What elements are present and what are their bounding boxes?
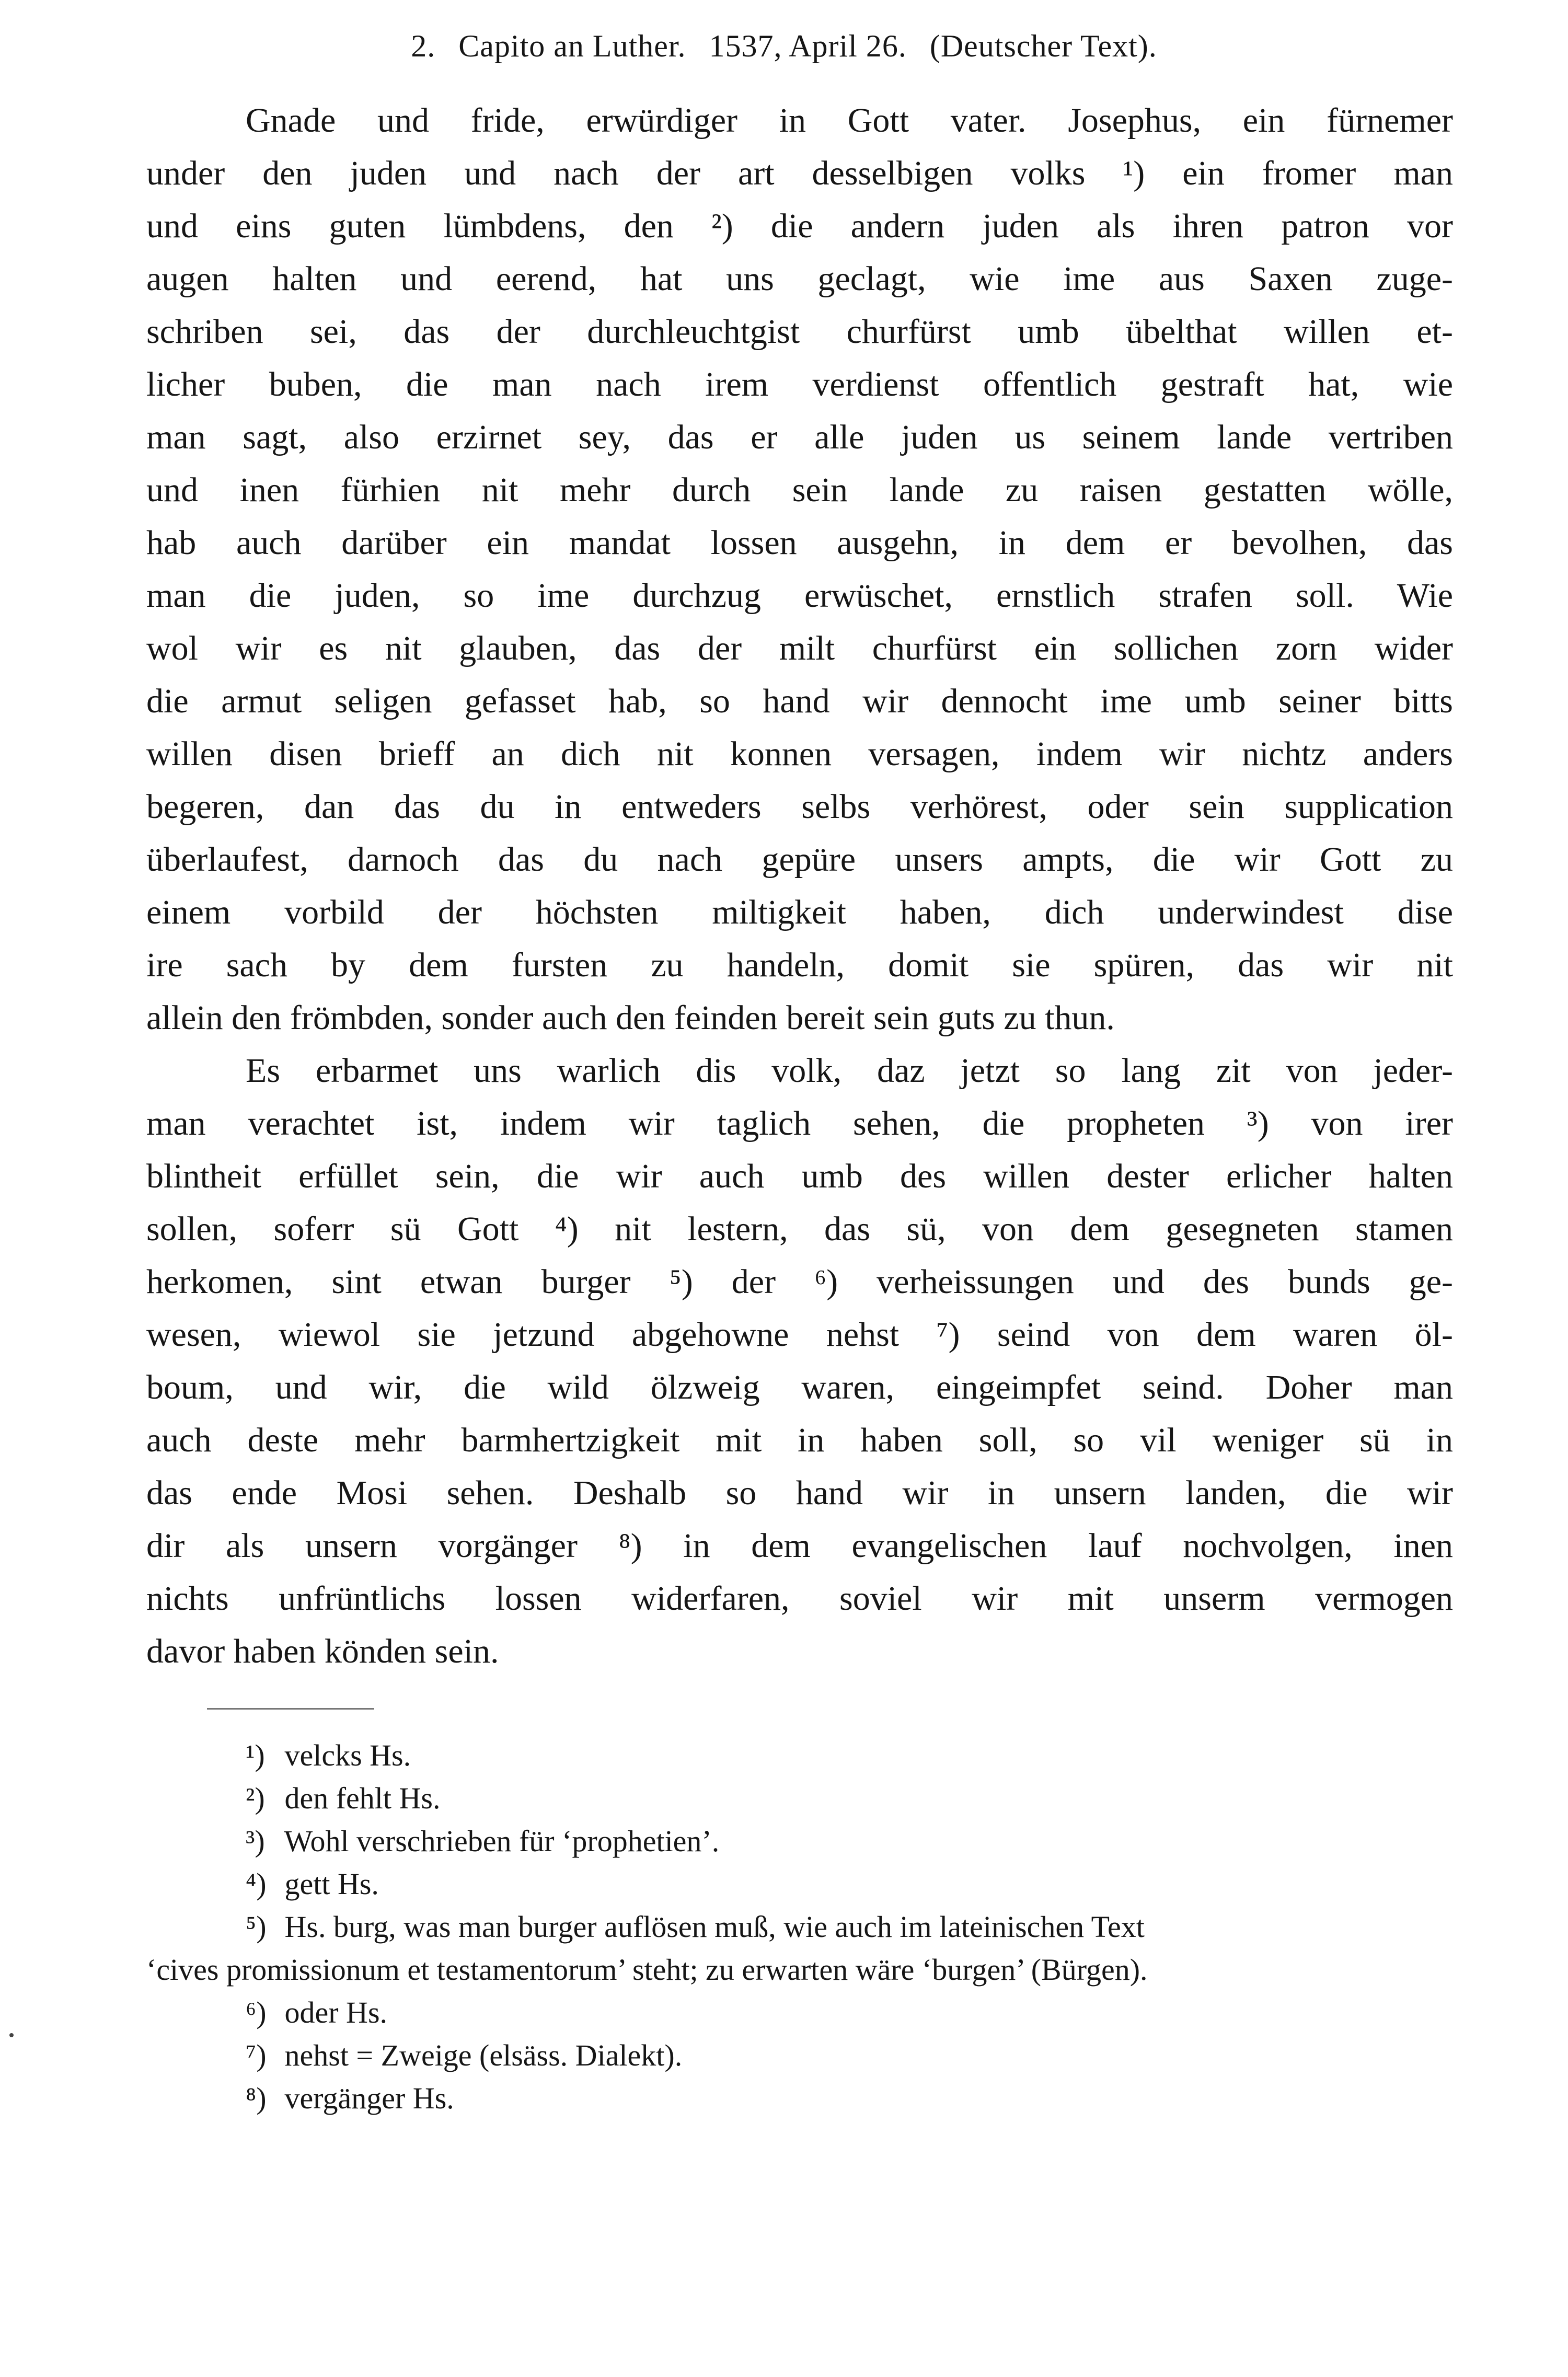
text-version-note: (Deutscher Text). [929,29,1157,63]
body-line: Es erbarmet uns warlich dis volk, daz jetzt so lang zit von jeder- [246,1052,1453,1090]
footnotes [146,1734,1453,2120]
footnote-text: Wohl verschrieben für ‘prophetien’. [284,1824,720,1858]
letter-number: 2. [411,29,436,63]
footnote-mark: ⁷) [246,2038,267,2072]
footnote-text: Hs. burg, was man burger auflösen muß, wie auch im lateinischen Text [284,1910,1145,1944]
footnote [146,1863,1453,1906]
body-line: überlaufest, darnoch das du nach gepüre unsers ampts, die wir Gott zu [146,840,1453,879]
body-line: sollen, soferr sü Gott ⁴) nit lestern, das sü, von dem gesegneten stamen [146,1210,1453,1248]
body-line: allein den frömbden, sonder auch den feinden bereit sein guts zu thun. [146,999,1115,1037]
body-line: auch deste mehr barmhertzigkeit mit in haben soll, so vil weniger sü in [146,1421,1453,1459]
footnote [146,2077,1453,2120]
running-header [146,25,1422,67]
footnote-text: velcks Hs. [284,1738,411,1772]
body-line: man die juden, so ime durchzug erwüschet, ernstlich strafen soll. Wie [146,576,1453,615]
footnote [146,1777,1453,1820]
footnote-mark: ⁶) [246,1995,267,2029]
footnote [146,1820,1453,1863]
body-line: schriben sei, das der durchleuchtgist churfürst umb übelthat willen et- [146,313,1453,351]
footnote-text: nehst = Zweige (elsäss. Dialekt). [284,2038,683,2072]
body-line: under den juden und nach der art desselbigen volks ¹) ein fromer man [146,154,1453,192]
footnote [146,1734,1453,1777]
footnote-mark: ⁴) [246,1867,267,1901]
body-line: dir als unsern vorgänger ⁸) in dem evangelischen lauf nochvolgen, inen [146,1527,1453,1565]
letter-date: 1537, April 26. [709,29,907,63]
body-line: begeren, dan das du in entweders selbs verhörest, oder sein supplication [146,788,1453,826]
body-line: licher buben, die man nach irem verdienst offentlich gestraft hat, wie [146,365,1453,403]
body-line: die armut seligen gefasset hab, so hand wir dennocht ime umb seiner bitts [146,682,1453,720]
body-line: ire sach by dem fursten zu handeln, domit sie spüren, das wir nit [146,946,1453,984]
body-line: boum, und wir, die wild ölzweig waren, eingeimpfet seind. Doher man [146,1368,1453,1406]
footnote [146,1906,1453,1948]
body-line: blintheit erfüllet sein, die wir auch umb des willen dester erlicher halten [146,1157,1453,1195]
footnote-continuation [146,1948,1453,1991]
scan-speck [9,2033,14,2037]
footnote-text: ‘cives promissionum et testamentorum’ steht; zu erwarten wäre ‘burgen’ (Bürgen). [146,1953,1148,1987]
body-line: man verachtet ist, indem wir taglich sehen, die propheten ³) von irer [146,1104,1453,1143]
body-line: Gnade und fride, erwürdiger in Gott vater. Josephus, ein fürnemer [246,101,1453,140]
body-line: wol wir es nit glauben, das der milt churfürst ein sollichen zorn wider [146,629,1453,667]
body-line: wesen, wiewol sie jetzund abgehowne nehst ⁷) seind von dem waren öl- [146,1316,1453,1354]
footnote-mark: ³) [246,1824,265,1858]
body-line: herkomen, sint etwan burger ⁵) der ⁶) verheissungen und des bunds ge- [146,1263,1453,1301]
body-line: das ende Mosi sehen. Deshalb so hand wir in unsern landen, die wir [146,1474,1453,1512]
body-line: augen halten und eerend, hat uns geclagt, wie ime aus Saxen zuge- [146,260,1453,298]
body-line: man sagt, also erzirnet sey, das er alle juden us seinem lande vertriben [146,418,1453,456]
body-line: und eins guten lümbdens, den ²) die andern juden als ihren patron vor [146,207,1453,245]
body-line: hab auch darüber ein mandat lossen ausgehn, in dem er bevolhen, das [146,524,1453,562]
footnote-mark: ¹) [246,1738,265,1772]
letter-body [146,94,1453,1678]
footnote-divider [207,1708,374,1710]
body-line: einem vorbild der höchsten miltigkeit haben, dich underwindest dise [146,893,1453,931]
footnote [146,1991,1453,2034]
body-line: willen disen brieff an dich nit konnen versagen, indem wir nichtz anders [146,735,1453,773]
footnote-text: gett Hs. [284,1867,379,1901]
footnote-text: vergänger Hs. [284,2081,454,2115]
footnote-mark: ²) [246,1781,265,1815]
body-line: davor haben könden sein. [146,1632,499,1670]
letter-title: Capito an Luther. [458,29,686,63]
footnote-mark: ⁸) [246,2081,267,2115]
body-line: und inen fürhien nit mehr durch sein lande zu raisen gestatten wölle, [146,471,1453,509]
footnote [146,2034,1453,2077]
footnote-text: den fehlt Hs. [284,1781,441,1815]
body-line: nichts unfrüntlichs lossen widerfaren, soviel wir mit unserm vermogen [146,1579,1453,1618]
footnote-text: oder Hs. [284,1995,388,2029]
footnote-mark: ⁵) [246,1910,267,1944]
